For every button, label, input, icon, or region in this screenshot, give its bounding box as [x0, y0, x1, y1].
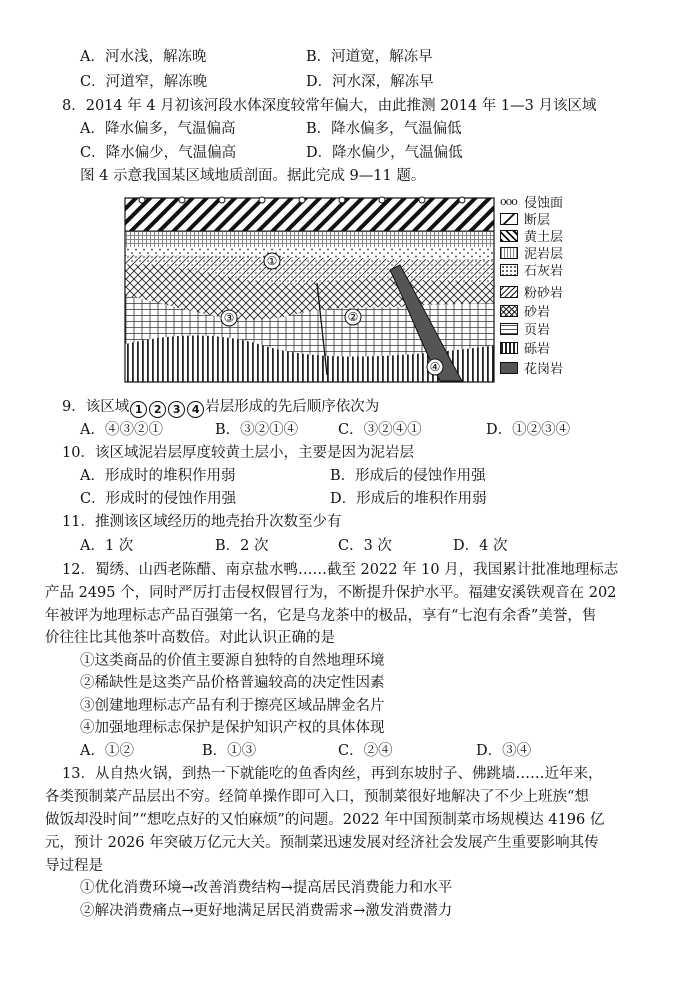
q7-option-c: C．河道窄，解冻晚 [80, 74, 208, 90]
q9-option-d: D．①②③④ [486, 422, 571, 438]
q9-option-c: C．③②④① [338, 422, 422, 438]
q11-option-c: C．3 次 [338, 538, 392, 554]
q12-option-c: C．②④ [338, 743, 393, 759]
q12-option-d: D．③④ [476, 743, 532, 759]
q7-option-a: A．河水浅，解冻晚 [80, 49, 207, 65]
q12-option-a: A．①② [80, 743, 134, 759]
shale-icon [500, 323, 518, 335]
section-label-3: ③ [223, 311, 235, 325]
siltstone-icon [500, 286, 518, 298]
q10-option-c: C．形成时的侵蚀作用强 [80, 491, 237, 507]
q10-option-a: A．形成时的堆积作用弱 [80, 468, 236, 484]
q12-line-1: 12．蜀绣、山西老陈醋、南京盐水鸭……截至 2022 年 10 月，我国累计批准地理标志 [62, 562, 619, 578]
q13-line-2: 各类预制菜产品层出不穷。经简单操作即可入口，预制菜很好地解决了不少上班族“想 [45, 789, 589, 805]
q12-line-4: 价往往比其他茶叶高数倍。对此认识正确的是 [45, 630, 335, 646]
q12-item-3: ③创建地理标志产品有利于擦亮区域品牌金名片 [80, 698, 385, 714]
section-label-4: ④ [429, 360, 441, 374]
q8-stem: 8．2014 年 4 月初该河段水体深度较常年偏大，由此推测 2014 年 1—3 月该区域 [62, 98, 597, 114]
q13-line-3: 做饭却没时间”“想吃点好的又怕麻烦”的问题。2022 年中国预制菜市场规模达 4196 亿 [45, 812, 605, 828]
geologic-section-figure [122, 195, 497, 385]
q12-item-2: ②稀缺性是这类产品价格普遍较高的决定性因素 [80, 675, 385, 691]
q12-option-b: B．①③ [202, 743, 257, 759]
loess-icon [500, 230, 518, 242]
q11-option-b: B．2 次 [215, 538, 269, 554]
q12-item-1: ①这类商品的价值主要源自独特的自然地理环境 [80, 653, 385, 669]
q13-line-1: 13．从自热火锅，到热一下就能吃的鱼香肉丝，再到东坡肘子、佛跳墙……近年来， [62, 766, 603, 782]
conglomerate-icon [500, 342, 518, 354]
q7-option-b: B．河道宽，解冻早 [306, 49, 433, 65]
q10-option-b: B．形成后的侵蚀作用强 [330, 468, 486, 484]
q13-item-1: ①优化消费环境→改善消费结构→提高居民消费能力和水平 [80, 880, 453, 896]
granite-icon [500, 362, 518, 374]
limestone-icon [500, 264, 518, 276]
section-label-2: ② [347, 310, 359, 324]
sandstone-icon [500, 305, 518, 317]
erosion-surface-icon: ooo [500, 195, 517, 208]
q7-option-d: D．河水深，解冻早 [306, 74, 434, 90]
q10-stem: 10．该区域泥岩层厚度较黄土层小，主要是因为泥岩层 [62, 445, 414, 461]
q10-option-d: D．形成后的堆积作用弱 [330, 491, 487, 507]
mudstone-icon [500, 247, 518, 259]
q8-option-c: C．降水偏少，气温偏高 [80, 145, 237, 161]
q9-stem: 9．该区域 1 2 3 4 岩层形成的先后顺序依次为 [62, 399, 380, 416]
figure-intro: 图 4 示意我国某区域地质剖面。据此完成 9—11 题。 [80, 168, 426, 184]
q9-option-a: A．④③②① [80, 422, 163, 438]
fault-icon [500, 213, 518, 225]
q8-option-a: A．降水偏多，气温偏高 [80, 121, 236, 137]
q11-option-d: D．4 次 [453, 538, 508, 554]
section-label-1: ① [266, 254, 278, 268]
q13-line-5: 导过程是 [45, 858, 103, 874]
q13-item-2: ②解决消费痛点→更好地满足居民消费需求→激发消费潜力 [80, 903, 453, 919]
q8-option-d: D．降水偏少，气温偏低 [306, 145, 463, 161]
q11-stem: 11．推测该区域经历的地壳抬升次数至少有 [62, 514, 342, 530]
q13-line-4: 元，预计 2026 年突破万亿元大关。预制菜迅速发展对经济社会发展产生重要影响其传 [45, 835, 599, 851]
q11-option-a: A．1 次 [80, 538, 134, 554]
q8-option-b: B．降水偏多，气温偏低 [306, 121, 462, 137]
q12-line-3: 年被评为地理标志产品百强第一名，它是乌龙茶中的极品，享有“七泡有余香”美誉，售 [45, 608, 597, 624]
q12-line-2: 产品 2495 个，同时严厉打击侵权假冒行为，不断提升保护水平。福建安溪铁观音在 202 [45, 585, 617, 601]
q12-item-4: ④加强地理标志保护是保护知识产权的具体体现 [80, 720, 385, 736]
q9-option-b: B．③②①④ [215, 422, 299, 438]
